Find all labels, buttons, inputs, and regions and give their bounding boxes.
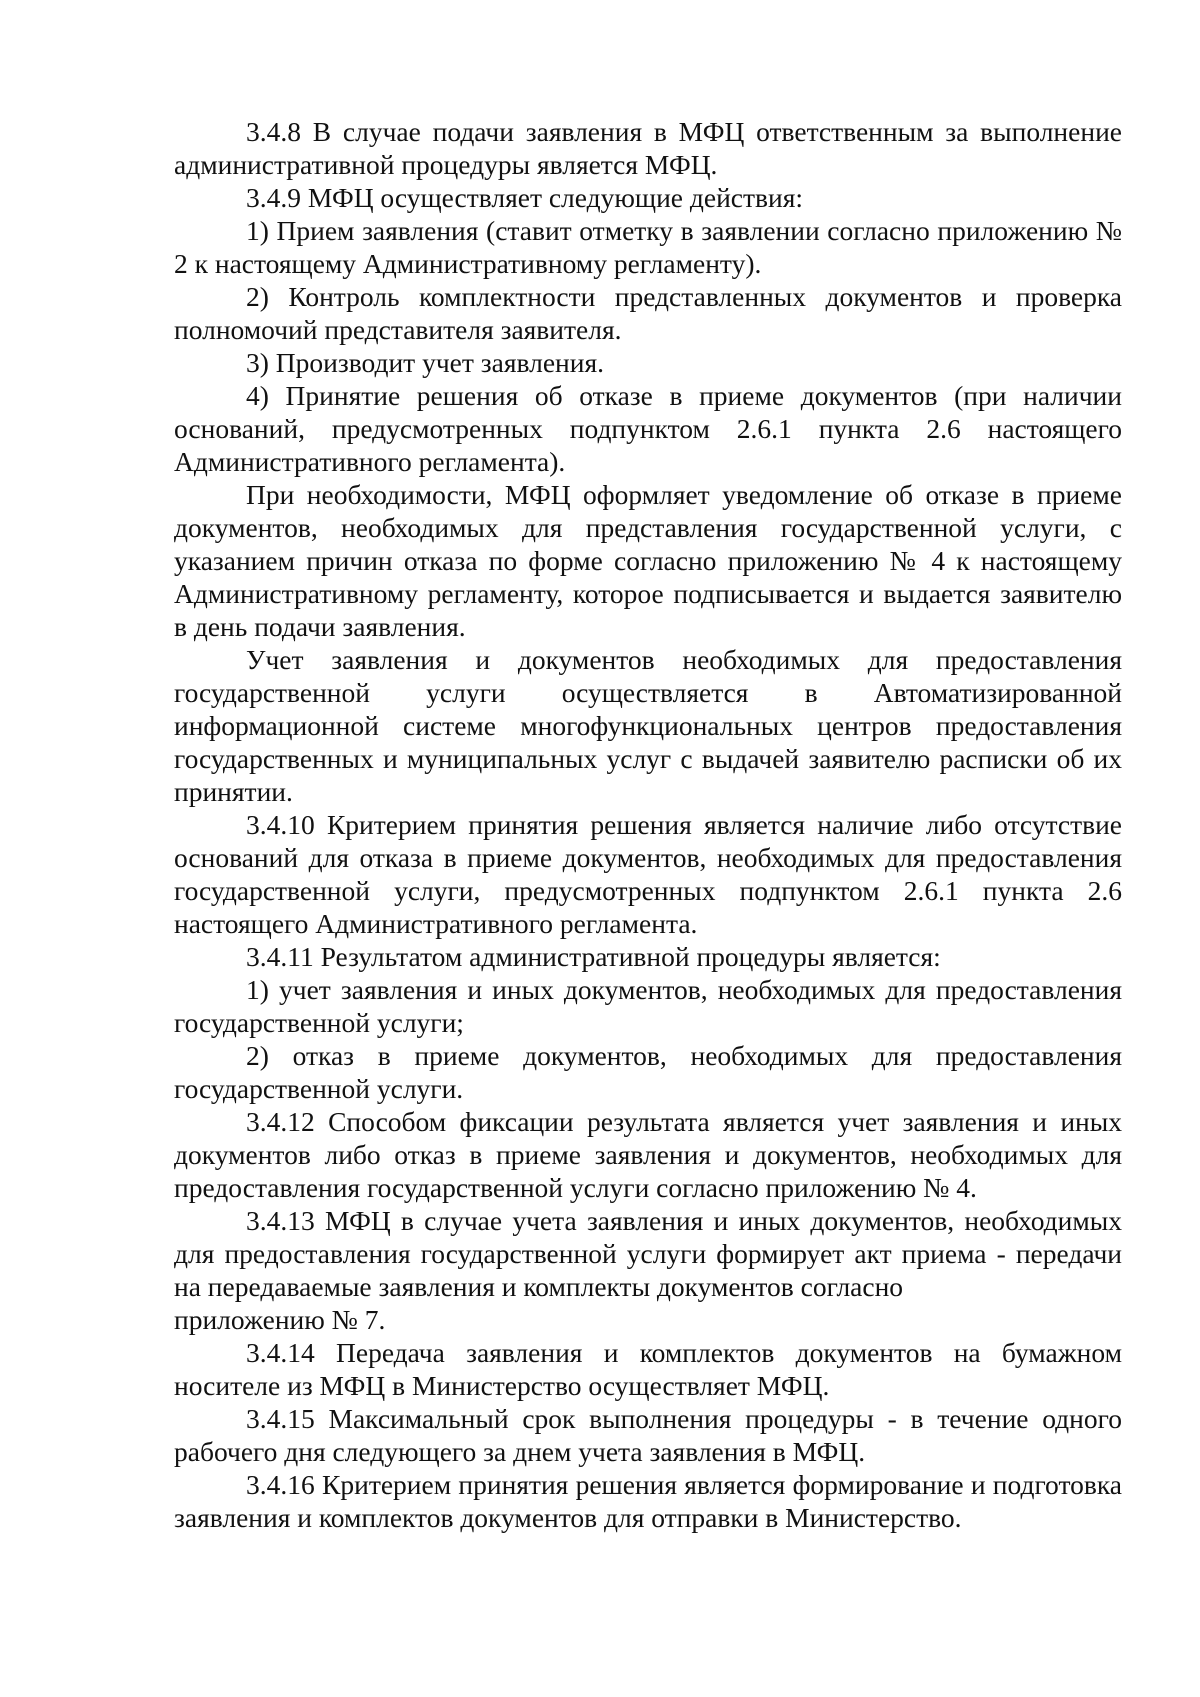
list-item-1-intake: 1) Прием заявления (ставит отметку в заявлении согласно приложению № 2 к настоящему Административному регламенту).	[174, 215, 1122, 279]
result-item-1: 1) учет заявления и иных документов, необходимых для предоставления государственной услуги;	[174, 974, 1122, 1038]
paragraph-3-4-8: 3.4.8 В случае подачи заявления в МФЦ ответственным за выполнение административной процедуры является МФЦ.	[174, 116, 1122, 180]
paragraph-3-4-10: 3.4.10 Критерием принятия решения является наличие либо отсутствие оснований для отказа в приеме документов, необходимых для предоставления государственной услуги, предусмотренных подпунктом 2.6.1 пункта 2.6 настоящего Административного регламента.	[174, 809, 1122, 939]
result-item-2: 2) отказ в приеме документов, необходимых для предоставления государственной услуги.	[174, 1040, 1122, 1104]
list-item-2-control: 2) Контроль комплектности представленных документов и проверка полномочий представителя заявителя.	[174, 281, 1122, 345]
list-item-4-refusal-decision: 4) Принятие решения об отказе в приеме документов (при наличии оснований, предусмотренных подпунктом 2.6.1 пункта 2.6 настоящего Административного регламента).	[174, 380, 1122, 477]
paragraph-3-4-14: 3.4.14 Передача заявления и комплектов документов на бумажном носителе из МФЦ в Министерство осуществляет МФЦ.	[174, 1337, 1122, 1401]
paragraph-3-4-13: 3.4.13 МФЦ в случае учета заявления и иных документов, необходимых для предоставления государственной услуги формирует акт приема - передачи на передаваемые заявления и комплекты документов согласно	[174, 1205, 1122, 1302]
paragraph-3-4-11: 3.4.11 Результатом административной процедуры является:	[246, 941, 941, 972]
paragraph-3-4-9: 3.4.9 МФЦ осуществляет следующие действия:	[246, 182, 803, 213]
paragraph-3-4-15: 3.4.15 Максимальный срок выполнения процедуры - в течение одного рабочего дня следующего за днем учета заявления в МФЦ.	[174, 1403, 1122, 1467]
paragraph-3-4-12: 3.4.12 Способом фиксации результата является учет заявления и иных документов либо отказ в приеме заявления и документов, необходимых для предоставления государственной услуги согласно приложению № 4.	[174, 1106, 1122, 1203]
paragraph-refusal-notice: При необходимости, МФЦ оформляет уведомление об отказе в приеме документов, необходимых для представления государственной услуги, с указанием причин отказа по форме согласно приложению № 4 к настоящему Административному регламенту, которое подписывается и выдается заявителю в день подачи заявления.	[174, 479, 1122, 642]
paragraph-3-4-13-continuation: приложению № 7.	[174, 1304, 386, 1335]
list-item-3-registration: 3) Производит учет заявления.	[246, 347, 604, 378]
paragraph-registration-system: Учет заявления и документов необходимых для предоставления государственной услуги осуществляется в Автоматизированной информационной системе многофункциональных центров предоставления государственных и муниципальных услуг с выдачей заявителю расписки об их принятии.	[174, 644, 1122, 807]
paragraph-3-4-16: 3.4.16 Критерием принятия решения является формирование и подготовка заявления и комплектов документов для отправки в Министерство.	[174, 1469, 1122, 1533]
document-body	[174, 115, 1122, 1534]
